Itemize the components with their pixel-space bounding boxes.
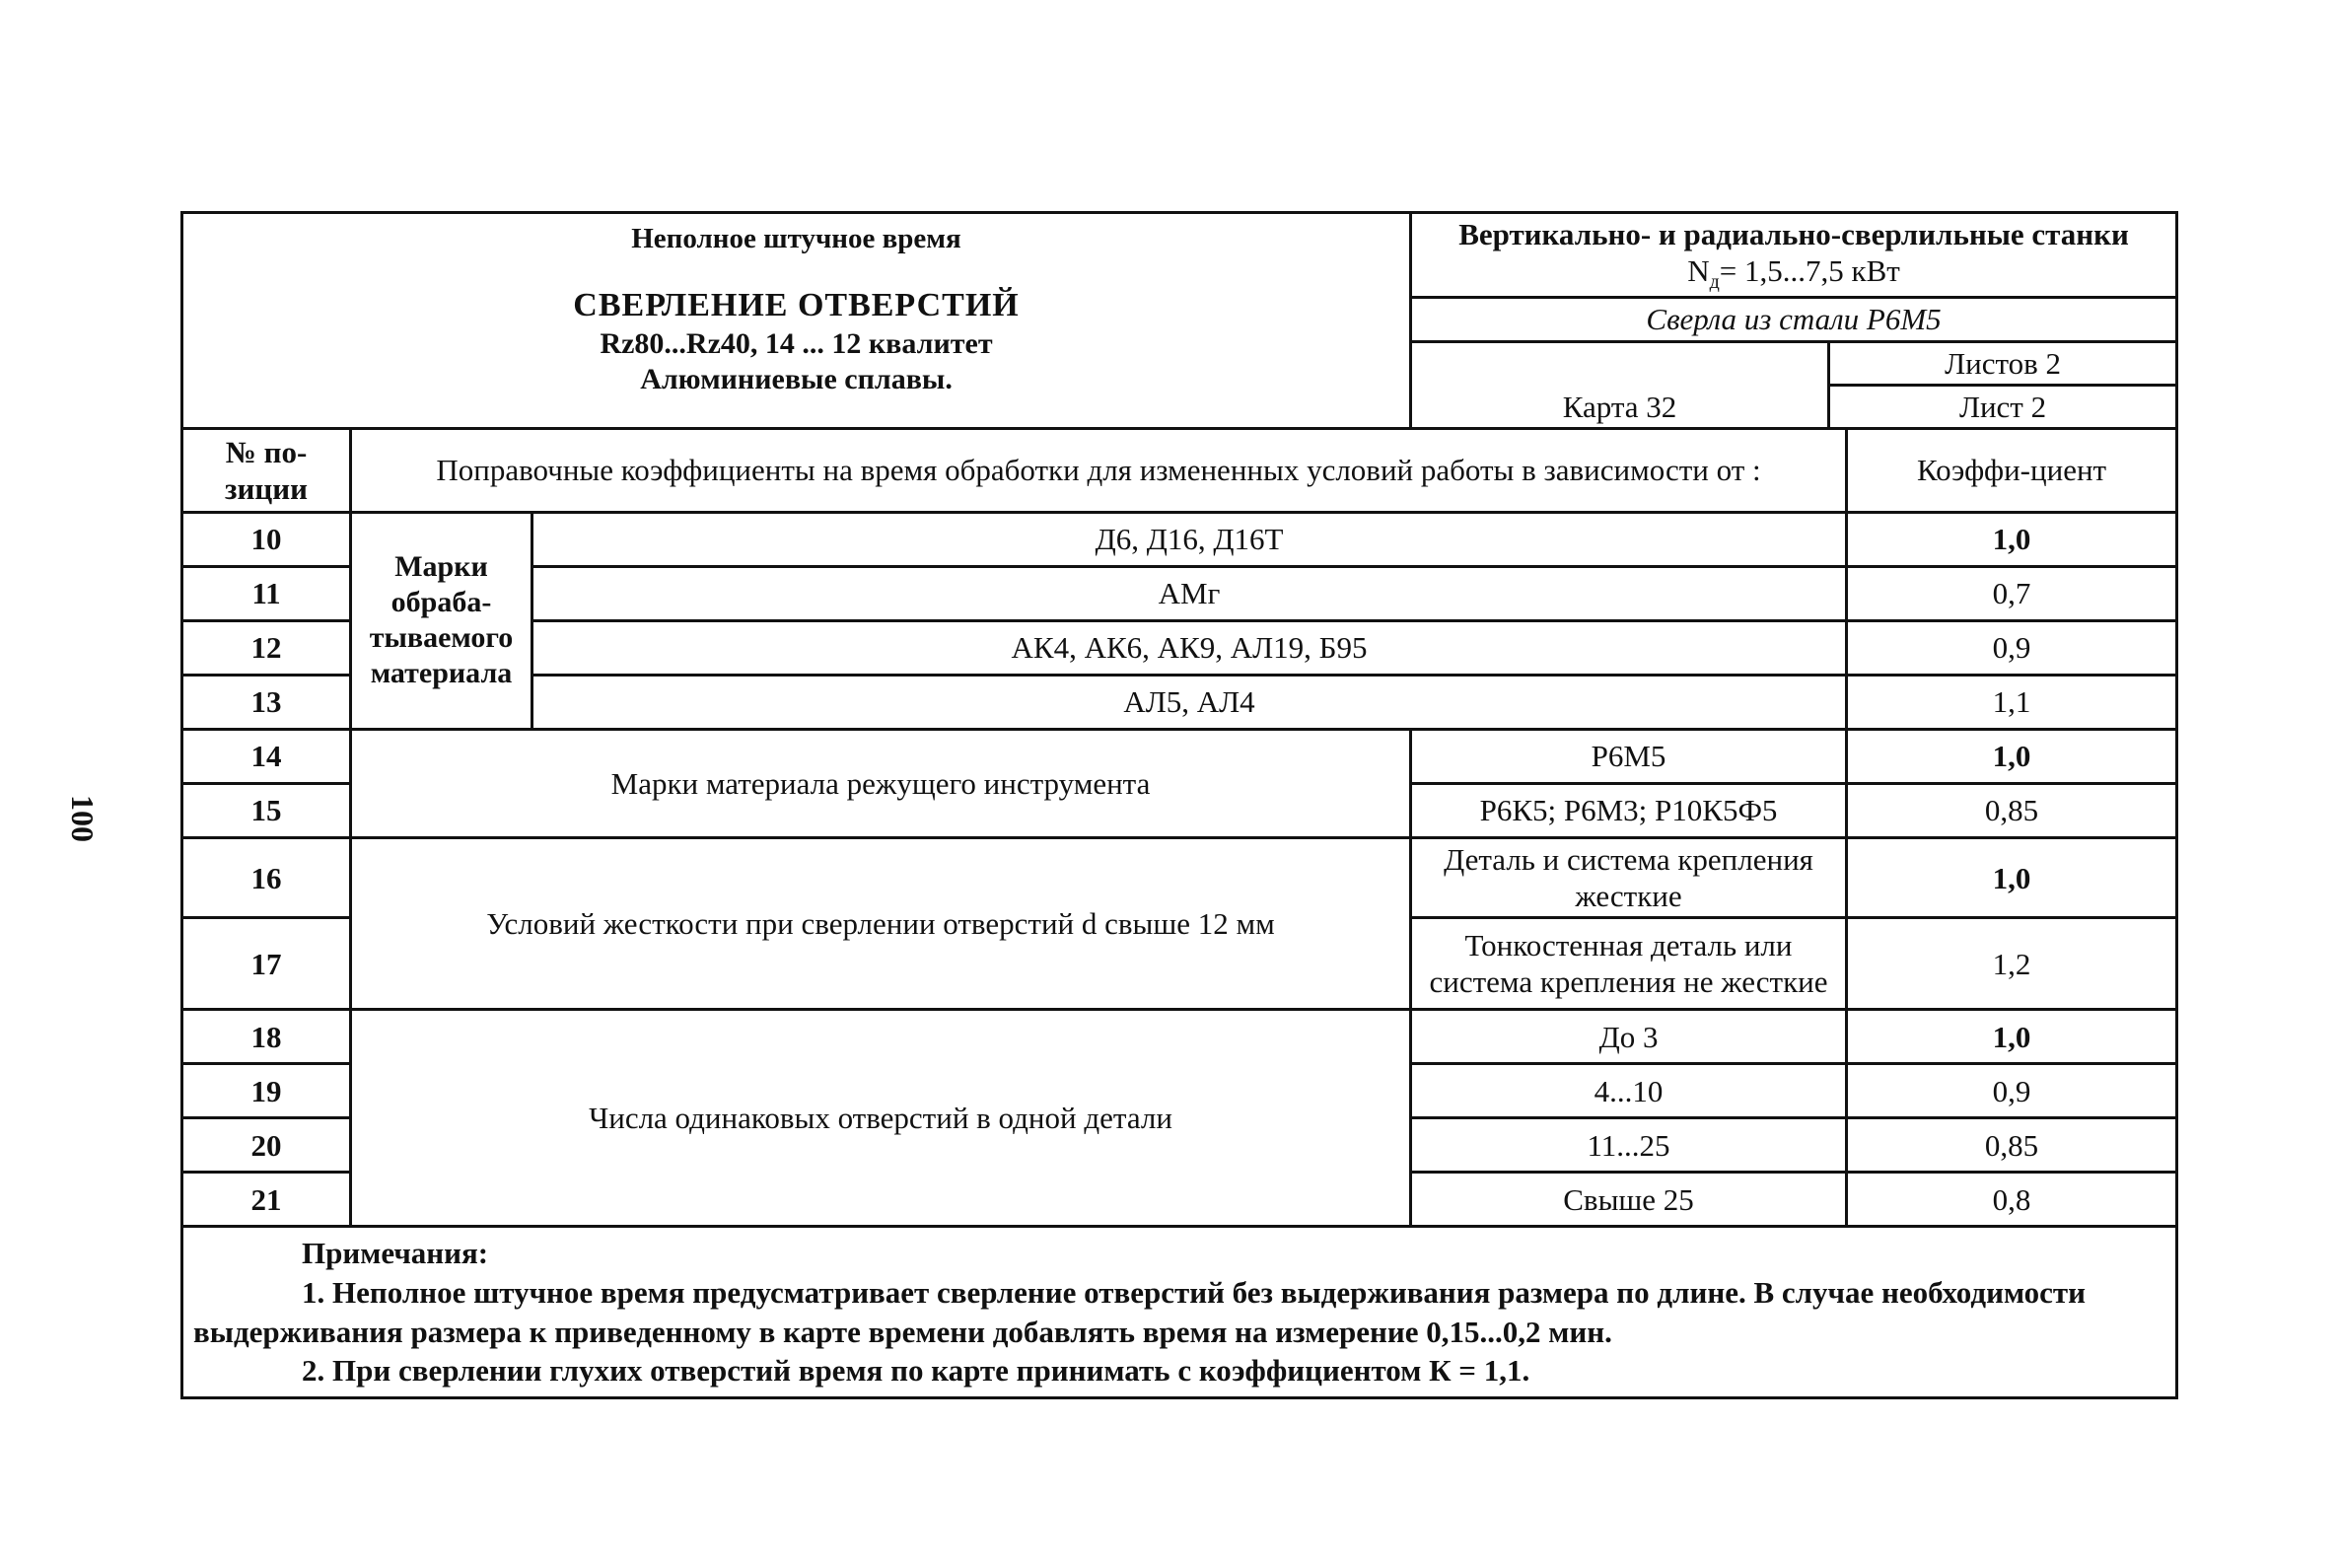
time-card-table xyxy=(180,211,2178,1399)
note-2: 2. При сверлении глухих отверстий время по карте принимать с коэффициентом К = 1,1. xyxy=(302,1353,1530,1389)
row-value: Д6, Д16, Д16Т xyxy=(532,512,1847,566)
rigidity-group-label: Условий жесткости при сверлении отверстий d свыше 12 мм xyxy=(351,837,1411,1009)
row-position: 19 xyxy=(182,1064,351,1118)
row-value: До 3 xyxy=(1411,1010,1847,1064)
row-coefficient: 0,9 xyxy=(1847,620,2177,675)
row-position: 11 xyxy=(182,566,351,620)
holes-group-label: Числа одинаковых отверстий в одной детали xyxy=(351,1010,1411,1227)
machine-power: $N_д= 1,5...7,5$ кВт xyxy=(1687,253,1900,294)
row-position: 12 xyxy=(182,620,351,675)
card-subtitle: Неполное штучное время xyxy=(631,223,961,254)
row-coefficient: 0,85 xyxy=(1847,1118,2177,1173)
row-coefficient: 0,7 xyxy=(1847,566,2177,620)
notes-heading: Примечания: xyxy=(302,1236,489,1271)
row-coefficient: 1,0 xyxy=(1847,729,2177,783)
col-header-description: Поправочные коэффициенты на время обработки для измененных условий работы в зависимости от : xyxy=(351,428,1847,512)
row-coefficient: 1,0 xyxy=(1847,512,2177,566)
table-row xyxy=(182,837,2177,917)
page-number: 100 xyxy=(65,795,101,842)
notes-block xyxy=(182,1227,2177,1398)
row-value: Тонкостенная деталь или система крепления не жесткие xyxy=(1411,918,1847,1010)
row-coefficient: 1,0 xyxy=(1847,837,2177,917)
row-coefficient: 1,0 xyxy=(1847,1010,2177,1064)
row-value: Деталь и система крепления жесткие xyxy=(1411,837,1847,917)
row-position: 21 xyxy=(182,1173,351,1227)
row-value: АМг xyxy=(532,566,1847,620)
row-value: Р6К5; Р6М3; Р10К5Ф5 xyxy=(1411,783,1847,837)
sheets-total: Листов 2 xyxy=(1829,341,2177,385)
machine-block xyxy=(1411,213,2177,298)
card-title: СВЕРЛЕНИЕ ОТВЕРСТИЙ xyxy=(573,286,1020,323)
row-value: АЛ5, АЛ4 xyxy=(532,675,1847,729)
sheet-number: Лист 2 xyxy=(1829,385,2177,428)
card-material: Алюминиевые сплавы. xyxy=(640,362,953,395)
row-position: 20 xyxy=(182,1118,351,1173)
row-position: 16 xyxy=(182,837,351,917)
card-number: Карта 32 xyxy=(1411,341,1829,428)
machine-type: Вертикально- и радиально-сверлильные станки xyxy=(1458,217,2129,251)
note-1: 1. Неполное штучное время предусматривает сверление отверстий без выдерживания размера по длине. В случае необходимости выдерживания размера к приведенному в карте времени добавлять время на измерение 0,15...0,2 мин. xyxy=(193,1274,2087,1349)
row-coefficient: 0,8 xyxy=(1847,1173,2177,1227)
table-row xyxy=(182,729,2177,783)
row-coefficient: 1,1 xyxy=(1847,675,2177,729)
row-value: Свыше 25 xyxy=(1411,1173,1847,1227)
card-title-block xyxy=(182,213,1411,429)
row-value: Р6М5 xyxy=(1411,729,1847,783)
col-header-coefficient: Коэффи-циент xyxy=(1847,428,2177,512)
row-position: 18 xyxy=(182,1010,351,1064)
drill-material: Сверла из стали Р6М5 xyxy=(1411,298,2177,341)
row-value: АК4, АК6, АК9, АЛ19, Б95 xyxy=(532,620,1847,675)
row-position: 15 xyxy=(182,783,351,837)
row-coefficient: 0,85 xyxy=(1847,783,2177,837)
row-position: 17 xyxy=(182,918,351,1010)
table-row xyxy=(182,512,2177,566)
row-position: 10 xyxy=(182,512,351,566)
row-position: 13 xyxy=(182,675,351,729)
row-position: 14 xyxy=(182,729,351,783)
table-row xyxy=(182,1010,2177,1064)
row-value: 4...10 xyxy=(1411,1064,1847,1118)
row-coefficient: 1,2 xyxy=(1847,918,2177,1010)
row-value: 11...25 xyxy=(1411,1118,1847,1173)
row-coefficient: 0,9 xyxy=(1847,1064,2177,1118)
col-header-position: № по-зиции xyxy=(182,428,351,512)
tool-group-label: Марки материала режущего инструмента xyxy=(351,729,1411,837)
material-group-label: Марки обраба-тываемого материала xyxy=(351,512,532,729)
card-spec: Rz80...Rz40, 14 ... 12 квалитет xyxy=(600,326,993,360)
